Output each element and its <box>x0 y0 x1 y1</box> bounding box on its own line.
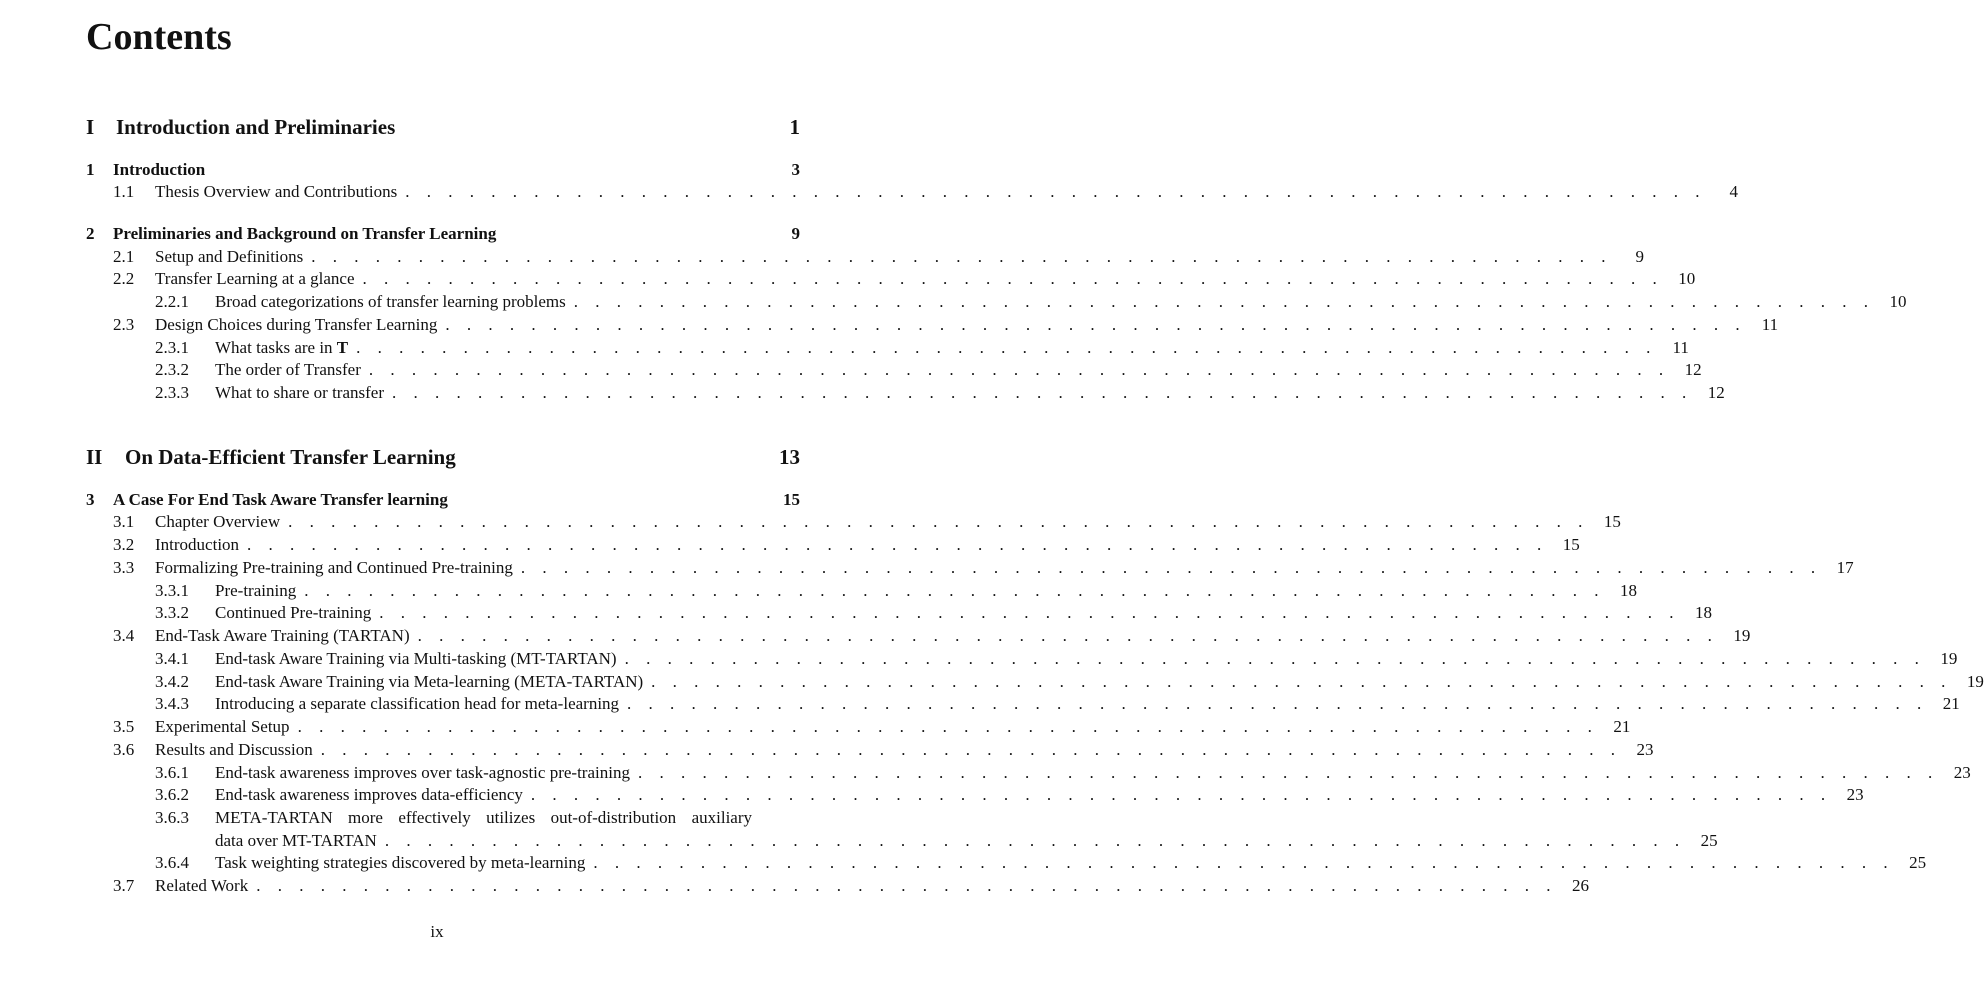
page-number: 19 <box>1940 649 1958 668</box>
section-number: 3.4 <box>113 626 135 645</box>
part-title: Introduction and Preliminaries <box>116 115 396 139</box>
leader-dots: . . . . . . . . . . . . . . . . . . . . . . . . . . . . . . . . . . . . . . . . . . . . . . . . . . . . . . . . . . . . . <box>627 694 1928 713</box>
chapter-number: 1 <box>86 160 95 179</box>
leader-dots: . . . . . . . . . . . . . . . . . . . . . . . . . . . . . . . . . . . . . . . . . . . . . . . . . . . . . . . . . . . . . <box>368 360 1670 379</box>
section-number: 3.2 <box>113 535 135 554</box>
leader-dots: . . . . . . . . . . . . . . . . . . . . . . . . . . . . . . . . . . . . . . . . . . . . . . . . . . . . . . . . . . . . . <box>624 649 1926 668</box>
page-number: 17 <box>1836 558 1854 577</box>
tasks-symbol: T <box>336 338 349 357</box>
section-title: Chapter Overview <box>155 512 281 531</box>
toc-subsection[interactable] <box>86 762 1971 784</box>
section-title: Introduction <box>155 535 240 554</box>
leader-dots: . . . . . . . . . . . . . . . . . . . . . . . . . . . . . . . . . . . . . . . . . . . . . . . . . . . . . . . . . . . . . <box>573 292 1875 311</box>
leader-dots: . . . . . . . . . . . . . . . . . . . . . . . . . . . . . . . . . . . . . . . . . . . . . . . . . . . . . . . . . . . . . <box>379 603 1681 622</box>
toc-part[interactable] <box>86 443 800 471</box>
toc-chapter[interactable] <box>86 223 800 245</box>
subsection-number: 3.3.1 <box>155 581 189 600</box>
subsection-title <box>215 337 348 359</box>
chapter-number: 3 <box>86 490 95 509</box>
section-number: 3.5 <box>113 717 135 736</box>
leader-dots: . . . . . . . . . . . . . . . . . . . . . . . . . . . . . . . . . . . . . . . . . . . . . . . . . . . . . . . . . . . . . <box>247 535 1548 554</box>
subsection-title: Pre-training <box>215 581 297 600</box>
page-number: 1 <box>789 115 800 139</box>
page-number: 19 <box>1733 626 1751 645</box>
subsection-number: 2.3.1 <box>155 338 189 357</box>
toc-part[interactable] <box>86 113 800 141</box>
leader-dots: . . . . . . . . . . . . . . . . . . . . . . . . . . . . . . . . . . . . . . . . . . . . . . . . . . . . . . . . . . . . . <box>384 830 1686 850</box>
page-number: 9 <box>791 224 800 243</box>
page-number: 21 <box>1942 694 1960 713</box>
subsection-number: 2.2.1 <box>155 292 189 311</box>
section-title: Thesis Overview and Contributions <box>155 182 398 201</box>
subsection-number: 3.6.4 <box>155 853 189 872</box>
section-number: 2.1 <box>113 247 135 266</box>
leader-dots: . . . . . . . . . . . . . . . . . . . . . . . . . . . . . . . . . . . . . . . . . . . . . . . . . . . . . . . . . . . . . <box>593 853 1895 872</box>
section-title: Experimental Setup <box>155 717 290 736</box>
toc-section[interactable] <box>86 268 1696 290</box>
part-number: II <box>86 445 103 469</box>
leader-dots: . . . . . . . . . . . . . . . . . . . . . . . . . . . . . . . . . . . . . . . . . . . . . . . . . . . . . . . . . . . . . <box>362 269 1664 288</box>
leader-dots: . . . . . . . . . . . . . . . . . . . . . . . . . . . . . . . . . . . . . . . . . . . . . . . . . . . . . . . . . . . . . <box>256 876 1557 895</box>
toc-subsection[interactable] <box>86 359 1702 381</box>
subsection-title: End-task Aware Training via Meta-learning (META-TARTAN) <box>215 672 644 691</box>
section-title: Transfer Learning at a glance <box>155 269 355 288</box>
page-number: 13 <box>779 445 800 469</box>
page-number: 4 <box>1729 182 1738 201</box>
toc-subsection[interactable] <box>86 671 1984 693</box>
leader-dots: . . . . . . . . . . . . . . . . . . . . . . . . . . . . . . . . . . . . . . . . . . . . . . . . . . . . . . . . . . . . . <box>417 626 1719 645</box>
page-number: 15 <box>783 490 800 509</box>
toc-subsection[interactable] <box>86 291 1907 313</box>
section-number: 3.1 <box>113 512 135 531</box>
subsection-title: Introducing a separate classification head for meta-learning <box>215 694 620 713</box>
subsection-number: 3.6.3 <box>155 808 189 827</box>
page-number: 10 <box>1889 292 1907 311</box>
page-number: 23 <box>1846 785 1864 804</box>
subsection-number: 3.4.2 <box>155 672 189 691</box>
page-number: 11 <box>1761 315 1779 334</box>
page-number: 25 <box>1700 830 1718 850</box>
page-number: 12 <box>1707 383 1725 402</box>
toc-section[interactable] <box>86 625 1751 647</box>
section-number: 3.7 <box>113 876 135 895</box>
toc-section[interactable] <box>86 314 1779 336</box>
toc-section[interactable] <box>86 181 1738 203</box>
subsection-title: End-task Aware Training via Multi-tasking (MT-TARTAN) <box>215 649 617 668</box>
subsection-number: 3.4.1 <box>155 649 189 668</box>
leader-dots: . . . . . . . . . . . . . . . . . . . . . . . . . . . . . . . . . . . . . . . . . . . . . . . . . . . . . . . . . . . . . <box>356 338 1657 357</box>
leader-dots: . . . . . . . . . . . . . . . . . . . . . . . . . . . . . . . . . . . . . . . . . . . . . . . . . . . . . . . . . . . . . <box>288 512 1589 531</box>
section-title: Formalizing Pre-training and Continued Pre-training <box>155 558 513 577</box>
toc-subsection[interactable] <box>86 784 1864 806</box>
toc-chapter[interactable] <box>86 159 800 181</box>
toc-subsection[interactable] <box>86 337 1689 359</box>
subsection-title: End-task awareness improves data-efficiency <box>215 785 523 804</box>
subsection-title-line1: META-TARTAN more effectively utilizes out-of-distribution auxiliary <box>215 808 752 827</box>
chapter-number: 2 <box>86 224 95 243</box>
leader-dots: . . . . . . . . . . . . . . . . . . . . . . . . . . . . . . . . . . . . . . . . . . . . . . . . . . . . . . . . . . . . . <box>651 672 1952 691</box>
chapter-title: Introduction <box>113 160 206 179</box>
subsection-number: 3.6.1 <box>155 763 189 782</box>
leader-dots: . . . . . . . . . . . . . . . . . . . . . . . . . . . . . . . . . . . . . . . . . . . . . . . . . . . . . . . . . . . . . <box>530 785 1832 804</box>
subsection-number: 3.6.2 <box>155 785 189 804</box>
toc-subsection[interactable] <box>86 693 1960 715</box>
subsection-number: 2.3.2 <box>155 360 189 379</box>
page-number: 15 <box>1603 512 1621 531</box>
section-number: 1.1 <box>113 182 135 201</box>
subsection-title-text: What tasks are in <box>215 338 333 357</box>
page-number: 25 <box>1909 853 1927 872</box>
subsection-number: 3.4.3 <box>155 694 189 713</box>
leader-dots: . . . . . . . . . . . . . . . . . . . . . . . . . . . . . . . . . . . . . . . . . . . . . . . . . . . . . . . . . . . . . <box>320 740 1622 759</box>
leader-dots: . . . . . . . . . . . . . . . . . . . . . . . . . . . . . . . . . . . . . . . . . . . . . . . . . . . . . . . . . . . . . <box>391 383 1693 402</box>
leader-dots: . . . . . . . . . . . . . . . . . . . . . . . . . . . . . . . . . . . . . . . . . . . . . . . . . . . . . . . . . . . . . <box>445 315 1747 334</box>
page-number: 9 <box>1635 247 1645 266</box>
toc-section[interactable] <box>86 534 1580 556</box>
leader-dots: . . . . . . . . . . . . . . . . . . . . . . . . . . . . . . . . . . . . . . . . . . . . . . . . . . . . . . . . . . . . . <box>304 581 1605 600</box>
toc-chapter[interactable] <box>86 489 800 511</box>
page-number: 19 <box>1966 672 1984 691</box>
page-number: 21 <box>1613 717 1631 736</box>
toc-subsection[interactable] <box>86 852 1927 874</box>
section-number: 3.3 <box>113 558 135 577</box>
subsection-title: Task weighting strategies discovered by meta-learning <box>215 853 586 872</box>
section-title: Design Choices during Transfer Learning <box>155 315 438 334</box>
toc-section[interactable] <box>86 557 1854 579</box>
subsection-number: 3.3.2 <box>155 603 189 622</box>
subsection-number: 2.3.3 <box>155 383 189 402</box>
toc-subsection[interactable] <box>155 807 1718 852</box>
page-number: 18 <box>1619 581 1637 600</box>
page-number: 18 <box>1695 603 1713 622</box>
page-number: 3 <box>791 160 800 179</box>
section-title: End-Task Aware Training (TARTAN) <box>155 626 410 645</box>
leader-dots: . . . . . . . . . . . . . . . . . . . . . . . . . . . . . . . . . . . . . . . . . . . . . . . . . . . . . . . . . . . . . <box>405 182 1706 201</box>
section-title: Setup and Definitions <box>155 247 304 266</box>
page-number: 12 <box>1684 360 1702 379</box>
subsection-title: Broad categorizations of transfer learning problems <box>215 292 566 311</box>
toc-subsection[interactable] <box>86 602 1713 624</box>
page-number: 26 <box>1571 876 1589 895</box>
page-folio: ix <box>430 922 444 941</box>
part-title: On Data-Efficient Transfer Learning <box>125 445 456 469</box>
leader-dots: . . . . . . . . . . . . . . . . . . . . . . . . . . . . . . . . . . . . . . . . . . . . . . . . . . . . . . . . . . . . . <box>311 247 1613 266</box>
chapter-title: Preliminaries and Background on Transfer Learning <box>113 224 497 243</box>
subsection-title: Continued Pre-training <box>215 603 372 622</box>
section-number: 3.6 <box>113 740 135 759</box>
section-number: 2.2 <box>113 269 135 288</box>
page-number: 11 <box>1672 338 1689 357</box>
toc-section[interactable] <box>86 511 1621 533</box>
leader-dots: . . . . . . . . . . . . . . . . . . . . . . . . . . . . . . . . . . . . . . . . . . . . . . . . . . . . . . . . . . . . . <box>520 558 1822 577</box>
page-title: Contents <box>86 16 232 58</box>
page-number: 15 <box>1562 535 1580 554</box>
subsection-title: What to share or transfer <box>215 383 384 402</box>
part-number: I <box>86 115 95 139</box>
toc-section[interactable] <box>86 875 1589 897</box>
section-number: 2.3 <box>113 315 135 334</box>
subsection-title: The order of Transfer <box>215 360 361 379</box>
subsection-title-line2-row <box>215 830 1718 853</box>
chapter-title: A Case For End Task Aware Transfer learning <box>113 490 448 509</box>
toc-section[interactable] <box>86 246 1645 268</box>
section-title: Results and Discussion <box>155 740 313 759</box>
subsection-title-line2: data over MT-TARTAN <box>215 830 377 850</box>
subsection-title: End-task awareness improves over task-agnostic pre-training <box>215 763 630 782</box>
page-number: 23 <box>1636 740 1654 759</box>
section-title: Related Work <box>155 876 249 895</box>
toc-subsection[interactable] <box>86 580 1637 602</box>
toc-section[interactable] <box>86 716 1631 738</box>
leader-dots: . . . . . . . . . . . . . . . . . . . . . . . . . . . . . . . . . . . . . . . . . . . . . . . . . . . . . . . . . . . . . <box>297 717 1599 736</box>
page-number: 10 <box>1678 269 1696 288</box>
page-number: 23 <box>1953 763 1971 782</box>
leader-dots: . . . . . . . . . . . . . . . . . . . . . . . . . . . . . . . . . . . . . . . . . . . . . . . . . . . . . . . . . . . . . <box>637 763 1939 782</box>
toc-subsection[interactable] <box>86 648 1958 670</box>
toc-section[interactable] <box>86 739 1654 761</box>
toc-subsection[interactable] <box>86 382 1725 404</box>
